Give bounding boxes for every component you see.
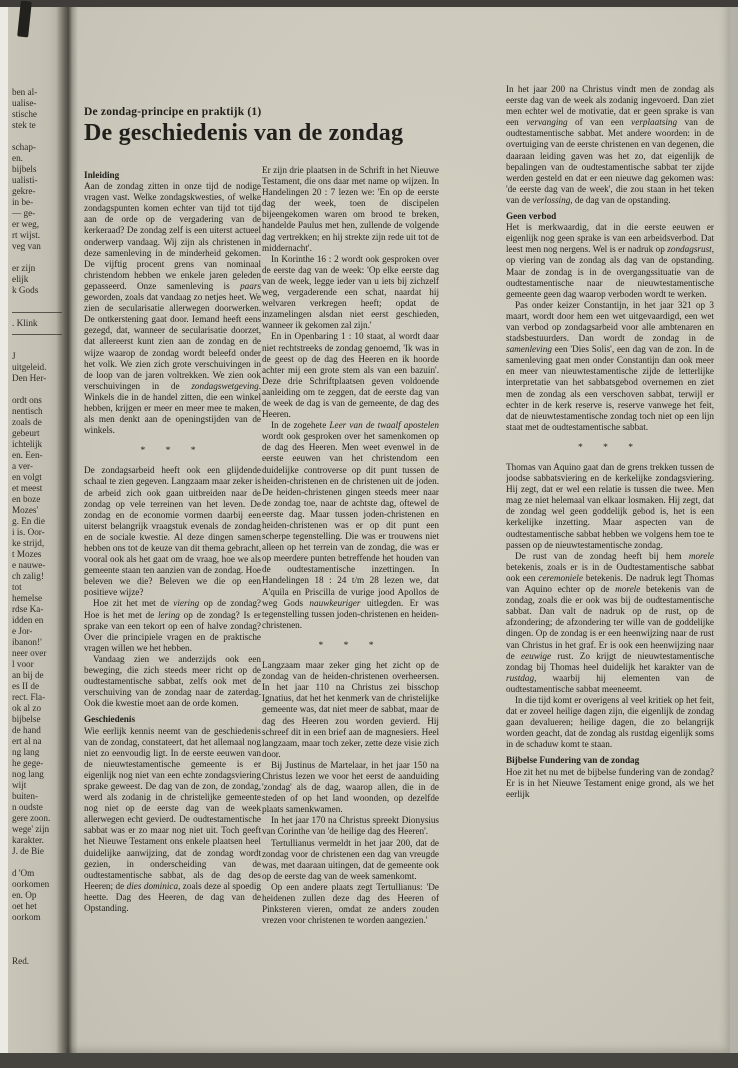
left-page-text-fragment: ke strijd, bbox=[12, 538, 45, 548]
left-page-text-fragment: wijt bbox=[12, 780, 27, 790]
left-page-text-fragment: he gege- bbox=[12, 758, 44, 768]
left-page-text-fragment bbox=[12, 131, 64, 142]
left-page-text-fragment: karakter. bbox=[12, 835, 44, 845]
left-page-text-fragment: gekre- bbox=[12, 186, 36, 196]
divider-rule bbox=[12, 312, 62, 313]
left-page-text-fragment: ert al na bbox=[12, 736, 42, 746]
left-page-text-fragment bbox=[12, 384, 64, 395]
left-page-text-fragment: stische bbox=[12, 109, 38, 119]
left-page-text-fragment: stek te bbox=[12, 120, 36, 130]
left-page-text-fragment: elijk bbox=[12, 274, 29, 284]
left-page-text-fragment: de hand bbox=[12, 725, 41, 735]
left-page-text-fragment: en. bbox=[12, 153, 23, 163]
left-page-text-fragment bbox=[12, 340, 64, 351]
section-heading: Inleiding bbox=[84, 170, 120, 180]
left-page-text-fragment: bijbels bbox=[12, 164, 37, 174]
left-page-text-fragment: ben al- bbox=[12, 87, 38, 97]
left-page-text-fragment: en boze bbox=[12, 494, 41, 504]
left-page-text-fragment: an bij de bbox=[12, 670, 44, 680]
paragraph: Aan de zondag zitten in onze tijd de nodige vragen vast. Welke zondagskwesties, of welke zondagspunten komen echter van tijd tot tijd aan de orde op de vergadering van de kerkeraad? De zondag zelf is een uiterst actueel onderwerp vandaag. Wij zijn als christenen in deze samenleving in de minderheid gekomen. De vijftig procent grens van nominaal christendom hebben we enkele jaren geleden gepasseerd. Onze samenleving is paars geworden, zoals dat vandaag zo netjes heet. We zien de secularisatie allerwegen doorwerken. De ontkerstening gaat door. Iemand heeft eens gezegd, dat, wanneer de secularisatie doorzet, dat allereerst kunt zien aan de zondag en de wijze waarop de zondag wordt beleefd onder het volk. We zien zich grote verschuivingen in de loop van de jaren voltrekken. We zien ook verschuivingen in de zondagswetgeving. Winkels die in de handel zitten, die een winkel hebben, krijgen er meer en meer mee te maken, als men denkt aan de openingstijden van de winkels. bbox=[84, 181, 261, 436]
left-page-text-fragment: ch zalig! bbox=[12, 571, 44, 581]
left-page-text-fragment: Mozes' bbox=[12, 505, 39, 515]
left-page-text-fragment: zoals de bbox=[12, 417, 42, 427]
left-page-text-fragment: a ver- bbox=[12, 461, 33, 471]
paragraph: Tertullianus vermeldt in het jaar 200, dat de zondag voor de christenen een dag van vreugde was, met daaraan uitingen, dat de gemeente ook op de eerste dag van de week samenkomt. bbox=[262, 837, 439, 881]
left-page-text-fragment: rdse Ka- bbox=[12, 604, 44, 614]
left-page-text-fragment: ualisti- bbox=[12, 175, 38, 185]
section-separator: * * * bbox=[578, 442, 642, 453]
left-page-text-fragment: ichtelijk bbox=[12, 439, 43, 449]
left-page-text-fragments bbox=[8, 7, 66, 967]
divider-rule bbox=[12, 334, 62, 335]
left-page-text-fragment: d 'Om bbox=[12, 868, 35, 878]
paragraph: Pas onder keizer Constantijn, in het jaar 321 op 3 maart, wordt door hem een wet uitgevaardigd, een wet van verbod op zondagsarbeid voor alle ambtenaren en stadsbestuurders. Dan wordt de zondag in de samenleving een 'Dies Solis', een dag van de zon. In de samenleving gaat men onder Constantijn dan ook meer en meer van nieuwtestamentische zijde de letterlijke interpretatie van het sabbatsgebod overnemen en ziet men de zondag als een verschoven sabbat, terwijl er echter in de kerk reserve is, reserve vanwege het feit, dat de nieuwtestamentische zondag toch niet op een lijn staat met de oudtestamentische sabbat. bbox=[506, 299, 714, 432]
left-page-text-fragment bbox=[12, 934, 64, 945]
paragraph: Het is merkwaardig, dat in die eerste eeuwen er eigenlijk nog geen sprake is van een arbeidsverbod. Dat leest men nog nergens. Wel is er nadruk op zondagsrust, op viering van de zondag als dag van de opstanding. Maar de zondag is in de overgangssituatie van de oudtestamentische naar de nieuwtestamentische gemeente geen dag waarop verboden wordt te werken. bbox=[506, 222, 714, 299]
paragraph: Wie eerlijk kennis neemt van de geschiedenis van de zondag, constateert, dat het allemaal nog niet zo eenvoudig ligt. In de eerste eeuwen van de nieuwtestamentische gemeente is er eigenlijk nog niet van een echte zondagsviering sprake geweest. De dag van de zon, de zondag, werd als zodanig in de christelijke gemeente nog niet op de eerste dag van de week allerwegen echt gevierd. De oudtestamentische sabbat was er zo maar nog niet uit. Toch geeft het Nieuwe Testament ons enkele plaatsen heel duidelijke aanwijzing, dat de zondag wordt gezien, in onderscheiding van de oudtestamentische sabbat, als de dag des Heeren; de dies dominica, zoals deze al spoedig heette. Dag des Heeren, de dag van de Opstanding. bbox=[84, 725, 261, 913]
left-page-text-fragment: gebeurt bbox=[12, 428, 40, 438]
left-page-text-fragment: er weg, bbox=[12, 219, 40, 229]
left-page-text-fragment: oorkomen bbox=[12, 879, 50, 889]
paragraph: Hoe zit het met de viering op de zondag? Hoe is het met de lering op de zondag? Is er sprake van een tekort op een of halve zondag? Over die principiele vragen en de praktische vragen willen we het hebben. bbox=[84, 598, 261, 653]
left-page-text-fragment: ng lang bbox=[12, 747, 40, 757]
paragraph: In het jaar 200 na Christus vindt men de zondag als eerste dag van de week als zodanig ingevoerd. Dan ziet men echter wel de motivatie, dat er geen sprake is van een vervanging of van een verplaatsing van de oudtestamentische sabbat. Met andere woorden: in de overtuiging van de eerste christenen en van degenen, die daaraan leiding gaven was het zo, dat eigenlijk de bepalingen van de oudtestamentische sabbat ter zijde werden gesteld en dat er een nieuwe dag gekomen was: 'de eerste dag van de week', die zou staan in het teken van de verlossing, de dag van de opstanding. bbox=[506, 84, 714, 205]
left-page-text-fragment: bijbelse bbox=[12, 714, 41, 724]
left-page-text-fragment: e Jor- bbox=[12, 626, 33, 636]
paragraph: Vandaag zien we anderzijds ook een beweging, die zich steeds meer richt op de oudtestamentische sabbat, zelfs ook met de verschuiving van de zondag naar de zaterdag. Ook die kwestie moet aan de orde komen. bbox=[84, 653, 261, 709]
left-page-text-fragment: nog lang bbox=[12, 769, 44, 779]
left-page-text-fragment: in be- bbox=[12, 197, 34, 207]
left-page-text-fragment: — ge- bbox=[12, 208, 36, 218]
left-page-text-fragment: veg van bbox=[12, 241, 41, 251]
scanned-page bbox=[66, 5, 730, 1053]
left-page-text-fragment: rect. Fla- bbox=[12, 692, 46, 702]
paragraph: In het jaar 170 na Christus spreekt Dionysius van Corinthe van 'de heilige dag des Heeren'. bbox=[262, 815, 439, 837]
left-page-text-fragment: ualise- bbox=[12, 98, 37, 108]
paragraph: En in Openbaring 1 : 10 staat, al wordt daar niet rechtstreeks de zondag genoemd, 'Ik was in de geest op de dag des Heeren en ik hoorde achter mij een grote stem als van een bazuin'. Deze drie Schriftplaatsen geven voldoende aanleiding om te zeggen, dat de eerste dag van de week de dag is van de gemeente, de dag des Heeren. bbox=[262, 331, 439, 420]
scan-top-edge bbox=[0, 0, 738, 7]
left-page-text-fragment: en. Op bbox=[12, 890, 37, 900]
left-page-text-fragment: e nauwe- bbox=[12, 560, 46, 570]
left-page-text-fragment bbox=[12, 923, 64, 934]
left-page-text-fragment bbox=[12, 252, 64, 263]
left-page-text-fragment: rt wijst. bbox=[12, 230, 41, 240]
left-page-text-fragment: idden en bbox=[12, 615, 44, 625]
article-column-1 bbox=[84, 165, 261, 1053]
left-page-text-fragment bbox=[12, 296, 64, 307]
article-column-3 bbox=[506, 84, 714, 1053]
section-separator: * * * bbox=[318, 640, 383, 651]
left-page-text-fragment: ibanon!' bbox=[12, 637, 42, 647]
left-page-text-fragment: et meest bbox=[12, 483, 43, 493]
left-page-text-fragment: J. de Bie bbox=[12, 846, 44, 856]
left-page-text-fragment: Red. bbox=[12, 956, 30, 966]
left-page-text-fragment: oet het bbox=[12, 901, 37, 911]
left-page-text-fragment bbox=[12, 945, 64, 956]
left-page-edge bbox=[8, 7, 66, 1053]
left-page-text-fragment: uitgeleid. bbox=[12, 362, 47, 372]
paragraph: Er zijn drie plaatsen in de Schrift in het Nieuwe Testament, die ons daar met name op wijzen. In Handelingen 20 : 7 lezen we: 'En op de eerste dag der week, toen de discipelen bijeengekomen waren om brood te breken, handelde Paulus met hen, zullende de volgende dag vertrekken; en hij strekte zijn rede uit tot de middernacht'. bbox=[262, 165, 439, 253]
left-page-text-fragment: wege' zijn bbox=[12, 824, 50, 834]
scanner-bed-edge bbox=[0, 0, 8, 1068]
paragraph: In die tijd komt er overigens al veel kritiek op het feit, dat er zoveel heilige dagen zijn, die eigenlijk de zondag gaan devalueren; heilige dagen, die zo belangrijk worden geacht, dat de zondag als rustdag eigenlijk soms in de schaduw komt te staan. bbox=[506, 694, 714, 750]
section-separator: * * * bbox=[140, 446, 205, 457]
paragraph: Op een andere plaats zegt Tertullianus: 'De heidenen zullen deze dag des Heeren of Pinksteren vieren, omdat ze anders zouden vrezen voor christenen te worden aangezien.' bbox=[262, 881, 439, 926]
left-page-text-fragment: buiten- bbox=[12, 791, 39, 801]
left-page-text-fragment: g. En die bbox=[12, 516, 45, 526]
left-page-text-fragment: es II de bbox=[12, 681, 40, 691]
left-page-text-fragment: ok al zo bbox=[12, 703, 42, 713]
left-page-text-fragment: Den Her- bbox=[12, 373, 47, 383]
left-page-text-fragment bbox=[12, 857, 64, 868]
left-page-text-fragment: ordt ons bbox=[12, 395, 42, 405]
left-page-text-fragment: neer over bbox=[12, 648, 47, 658]
left-page-text-fragment: n oudste bbox=[12, 802, 43, 812]
left-page-text-fragment: gere zoon. bbox=[12, 813, 51, 823]
left-page-text-fragment: tot bbox=[12, 582, 22, 592]
paragraph: In de zogehete Leer van de twaalf apostelen wordt ook gesproken over het samenkomen op de dag des Heeren. Men weet evenwel in de eerste eeuwen van het christendom een duidelijke controverse op dit punt tussen de heiden-christenen en de christenen uit de joden. De heiden-christenen gingen steeds meer naar de zondag toe, naar de achtste dag, oftewel de eerste dag. Maar tussen joden-christenen en heiden-christenen was er op dit punt een scherpe tegenstelling. Die was er trouwens niet alleen op het terrein van de zondag, die was er op meerdere punten betreffende het houden van de oudtestamentische inzettingen. In Handelingen 18 : 24 t/m 28 lezen we, dat A'quila en Priscilla de vurige jood Apollos de weg Gods nauwkeuriger uitlegden. Er was tegenstelling tussen joden-christenen en heiden-christenen. bbox=[262, 420, 439, 630]
left-page-text-fragment: schap- bbox=[12, 142, 36, 152]
paragraph: Thomas van Aquino gaat dan de grens trekken tussen de joodse sabbatsviering en de kerkelijke zondagsviering. Hij zegt, dat er wel een relatie is tussen die twee. Men mag ze niet helemaal van elkaar losmaken. Hij zegt, dat de zondag wel geen goddelijk gebod is, het is een kerkelijke inzetting. Maar aspecten van de oudtestamentische sabbat hebben we volgens hem toe te passen op de nieuwtestamentische zondag. bbox=[506, 462, 714, 550]
left-page-text-fragment: en volgt bbox=[12, 472, 42, 482]
left-page-text-fragment: oorkom bbox=[12, 912, 41, 922]
left-page-text-fragment: er zijn bbox=[12, 263, 36, 273]
article-column-2 bbox=[262, 165, 439, 1053]
left-page-text-fragment: nentisch bbox=[12, 406, 43, 416]
section-heading: Bijbelse Fundering van de zondag bbox=[506, 755, 640, 766]
paragraph: De zondagsarbeid heeft ook een glijdende schaal te zien gegeven. Langzaam maar zeker is de arbeid zich ook gaan uitbreiden naar de zondag op vele terreinen van het leven. De zondag en de economie vormen daarbij een uiterst belangrijk vraagstuk evenals de zondag en de sociale kwestie. Al deze dingen samen hebben ons tot de keuze van dit thema gebracht, vooral ook als het gaat om de vraag, hoe we als gemeente staan ten aanzien van de zondag. Hoe beleven we die? Beleven we die op een positieve wijze? bbox=[84, 465, 261, 598]
left-page-text-fragment: en. Een- bbox=[12, 450, 43, 460]
left-page-text-fragment: hemelse bbox=[12, 593, 43, 603]
scan-right-edge bbox=[730, 0, 738, 1068]
left-page-text-fragment: J bbox=[12, 351, 16, 361]
article-title: De geschiedenis van de zondag bbox=[84, 120, 404, 146]
left-page-text-fragment: . Klink bbox=[12, 318, 38, 328]
section-heading: Geschiedenis bbox=[84, 714, 136, 725]
left-page-text-fragment: i is. Oor- bbox=[12, 527, 45, 537]
left-page-text-fragment: t Mozes bbox=[12, 549, 42, 559]
paragraph: Langzaam maar zeker ging het zicht op de zondag van de heiden-christenen overheersen. In het jaar 110 na Christus zei bisschop Ignatius, dat het het kenmerk van de christelijke gemeente was, dat niet meer de sabbat, maar de dag des Heeren zou worden gevierd. Hij schreef dit in een brief aan de magnesiers. Heel langzaam, maar toch zeker, zette deze visie zich door. bbox=[262, 660, 439, 759]
paragraph: De rust van de zondag heeft bij hem morele betekenis, zoals er is in de Oudtestamentische sabbat ook een ceremoniele betekenis. De nadruk legt Thomas van Aquino echter op de morele betekenis van de zondag, zoals die er ook was bij de oudtestamentische sabbat. Dan valt de nadruk op de rust, op de afzondering; de afzondering ter wille van de goddelijke dingen. Op de zondag is er een heenwijzing naar de rust van Christus in het graf. Er is ook een heenwijzing naar de eeuwige rust. Zo krijgt de nieuwtestamentische zondag bij Thomas heel duidelijk het karakter van de rustdag, waarbij hij elementen van de oudtestamentische sabbat meeneemt. bbox=[506, 550, 714, 694]
paragraph: In Korinthe 16 : 2 wordt ook gesproken over de eerste dag van de week: 'Op elke eerste dag van de week, legge ieder van u iets bij zichzelf weg, vergaderende een schat, naardat hij welvaren verkregen heeft; opdat de inzamelingen alsdan niet eerst geschieden, wanneer ik gekomen zal zijn.' bbox=[262, 253, 439, 331]
section-heading: Geen verbod bbox=[506, 211, 557, 222]
article-kicker: De zondag-principe en praktijk (1) bbox=[84, 106, 262, 118]
paragraph: Bij Justinus de Martelaar, in het jaar 150 na Christus lezen we voor het eerst de aanduiding 'zondag' als de dag, waarop allen, die in de steden of op het land woonden, op dezelfde plaats samenkwamen. bbox=[262, 759, 439, 815]
paragraph: Hoe zit het nu met de bijbelse fundering van de zondag? Er is in het Nieuwe Testament enige grond, als we het eerlijk bbox=[506, 766, 714, 799]
scan-bottom-edge bbox=[0, 1053, 738, 1068]
left-page-text-fragment: l voor bbox=[12, 659, 34, 669]
left-page-text-fragment: k Gods bbox=[12, 285, 39, 295]
